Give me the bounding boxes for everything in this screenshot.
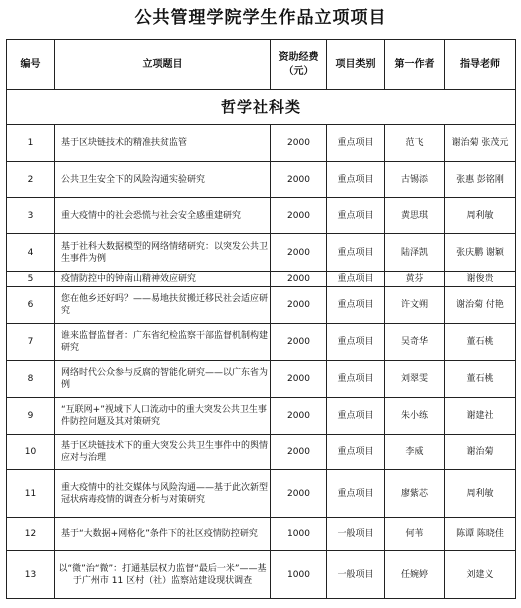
cell-advisor: 周利敏	[445, 470, 516, 518]
cell-number: 12	[7, 518, 55, 551]
cell-advisor: 谢治菊	[445, 435, 516, 470]
cell-title: 您在他乡还好吗？——易地扶贫搬迁移民社会适应研究	[55, 287, 271, 324]
table-row	[7, 361, 516, 398]
cell-funding: 2000	[271, 361, 327, 398]
header-number: 编号	[7, 40, 55, 90]
cell-title: 基于“大数据+网格化”条件下的社区疫情防控研究	[55, 518, 271, 551]
cell-funding: 2000	[271, 470, 327, 518]
cell-number: 1	[7, 125, 55, 162]
table-header-row	[7, 40, 516, 90]
cell-category: 重点项目	[327, 435, 385, 470]
header-category: 项目类别	[327, 40, 385, 90]
cell-category: 重点项目	[327, 162, 385, 198]
cell-number: 2	[7, 162, 55, 198]
cell-funding: 2000	[271, 234, 327, 272]
cell-advisor: 谢建社	[445, 398, 516, 435]
cell-advisor: 陈谭 陈晓佳	[445, 518, 516, 551]
cell-funding: 2000	[271, 435, 327, 470]
cell-advisor: 董石桃	[445, 361, 516, 398]
table-row	[7, 287, 516, 324]
cell-author: 范飞	[385, 125, 445, 162]
category-label: 哲学社科类	[7, 90, 516, 125]
cell-number: 11	[7, 470, 55, 518]
cell-title: 基于社科大数据模型的网络情绪研究：以突发公共卫生事件为例	[55, 234, 271, 272]
table-row	[7, 518, 516, 551]
cell-author: 廖紫芯	[385, 470, 445, 518]
table-row	[7, 234, 516, 272]
cell-title: 疫情防控中的钟南山精神效应研究	[55, 272, 271, 287]
cell-title: “互联网+”视域下人口流动中的重大突发公共卫生事件防控问题及其对策研究	[55, 398, 271, 435]
cell-category: 重点项目	[327, 234, 385, 272]
table-row	[7, 398, 516, 435]
cell-funding: 1000	[271, 551, 327, 599]
table-row	[7, 324, 516, 361]
cell-title: 重大疫情中的社会恐慌与社会安全感重建研究	[55, 198, 271, 234]
cell-category: 重点项目	[327, 398, 385, 435]
cell-advisor: 周利敏	[445, 198, 516, 234]
cell-title: 重大疫情中的社交媒体与风险沟通——基于此次新型冠状病毒疫情的调查分析与对策研究	[55, 470, 271, 518]
cell-number: 10	[7, 435, 55, 470]
cell-author: 朱小练	[385, 398, 445, 435]
cell-number: 9	[7, 398, 55, 435]
cell-advisor: 刘建义	[445, 551, 516, 599]
cell-funding: 2000	[271, 162, 327, 198]
cell-author: 李威	[385, 435, 445, 470]
table-row	[7, 551, 516, 599]
cell-advisor: 董石桃	[445, 324, 516, 361]
cell-category: 一般项目	[327, 518, 385, 551]
header-advisor: 指导老师	[445, 40, 516, 90]
cell-category: 重点项目	[327, 470, 385, 518]
cell-author: 任婉婷	[385, 551, 445, 599]
cell-advisor: 谢治菊 付艳	[445, 287, 516, 324]
cell-category: 重点项目	[327, 324, 385, 361]
cell-funding: 2000	[271, 398, 327, 435]
cell-number: 8	[7, 361, 55, 398]
cell-author: 刘翠雯	[385, 361, 445, 398]
cell-funding: 2000	[271, 287, 327, 324]
cell-funding: 1000	[271, 518, 327, 551]
cell-category: 重点项目	[327, 361, 385, 398]
cell-author: 许文朔	[385, 287, 445, 324]
cell-author: 黄思琪	[385, 198, 445, 234]
cell-number: 13	[7, 551, 55, 599]
header-author: 第一作者	[385, 40, 445, 90]
cell-number: 5	[7, 272, 55, 287]
table-row	[7, 470, 516, 518]
cell-number: 6	[7, 287, 55, 324]
cell-category: 重点项目	[327, 125, 385, 162]
cell-title: 基于区块链技术的精准扶贫监管	[55, 125, 271, 162]
table-row	[7, 162, 516, 198]
table-row	[7, 198, 516, 234]
cell-number: 3	[7, 198, 55, 234]
cell-category: 一般项目	[327, 551, 385, 599]
cell-title: 公共卫生安全下的风险沟通实验研究	[55, 162, 271, 198]
table-row	[7, 435, 516, 470]
cell-funding: 2000	[271, 272, 327, 287]
cell-advisor: 张庆鹏 谢颖	[445, 234, 516, 272]
table-row	[7, 125, 516, 162]
cell-funding: 2000	[271, 198, 327, 234]
cell-advisor: 谢俊贵	[445, 272, 516, 287]
cell-number: 4	[7, 234, 55, 272]
cell-title: 谁来监督监督者：广东省纪检监察干部监督机制构建研究	[55, 324, 271, 361]
cell-author: 陆泽凯	[385, 234, 445, 272]
cell-author: 黄芬	[385, 272, 445, 287]
header-title: 立项题目	[55, 40, 271, 90]
cell-advisor: 张惠 彭铭刚	[445, 162, 516, 198]
cell-number: 7	[7, 324, 55, 361]
cell-funding: 2000	[271, 324, 327, 361]
cell-author: 吴奇华	[385, 324, 445, 361]
cell-funding: 2000	[271, 125, 327, 162]
category-row	[7, 90, 516, 125]
cell-title: 网络时代公众参与反腐的智能化研究——以广东省为例	[55, 361, 271, 398]
projects-table	[6, 39, 516, 599]
cell-advisor: 谢治菊 张茂元	[445, 125, 516, 162]
header-funding: 资助经费（元）	[271, 40, 327, 90]
cell-title: 以“微”治“微”：打通基层权力监督“最后一米”——基于广州市 11 区村（社）监察站建设现状调查	[55, 551, 271, 599]
cell-title: 基于区块链技术下的重大突发公共卫生事件中的舆情应对与治理	[55, 435, 271, 470]
cell-category: 重点项目	[327, 198, 385, 234]
document-title: 公共管理学院学生作品立项项目	[134, 8, 387, 28]
cell-author: 何苇	[385, 518, 445, 551]
cell-author: 古锡添	[385, 162, 445, 198]
cell-category: 重点项目	[327, 287, 385, 324]
table-row	[7, 272, 516, 287]
cell-category: 重点项目	[327, 272, 385, 287]
